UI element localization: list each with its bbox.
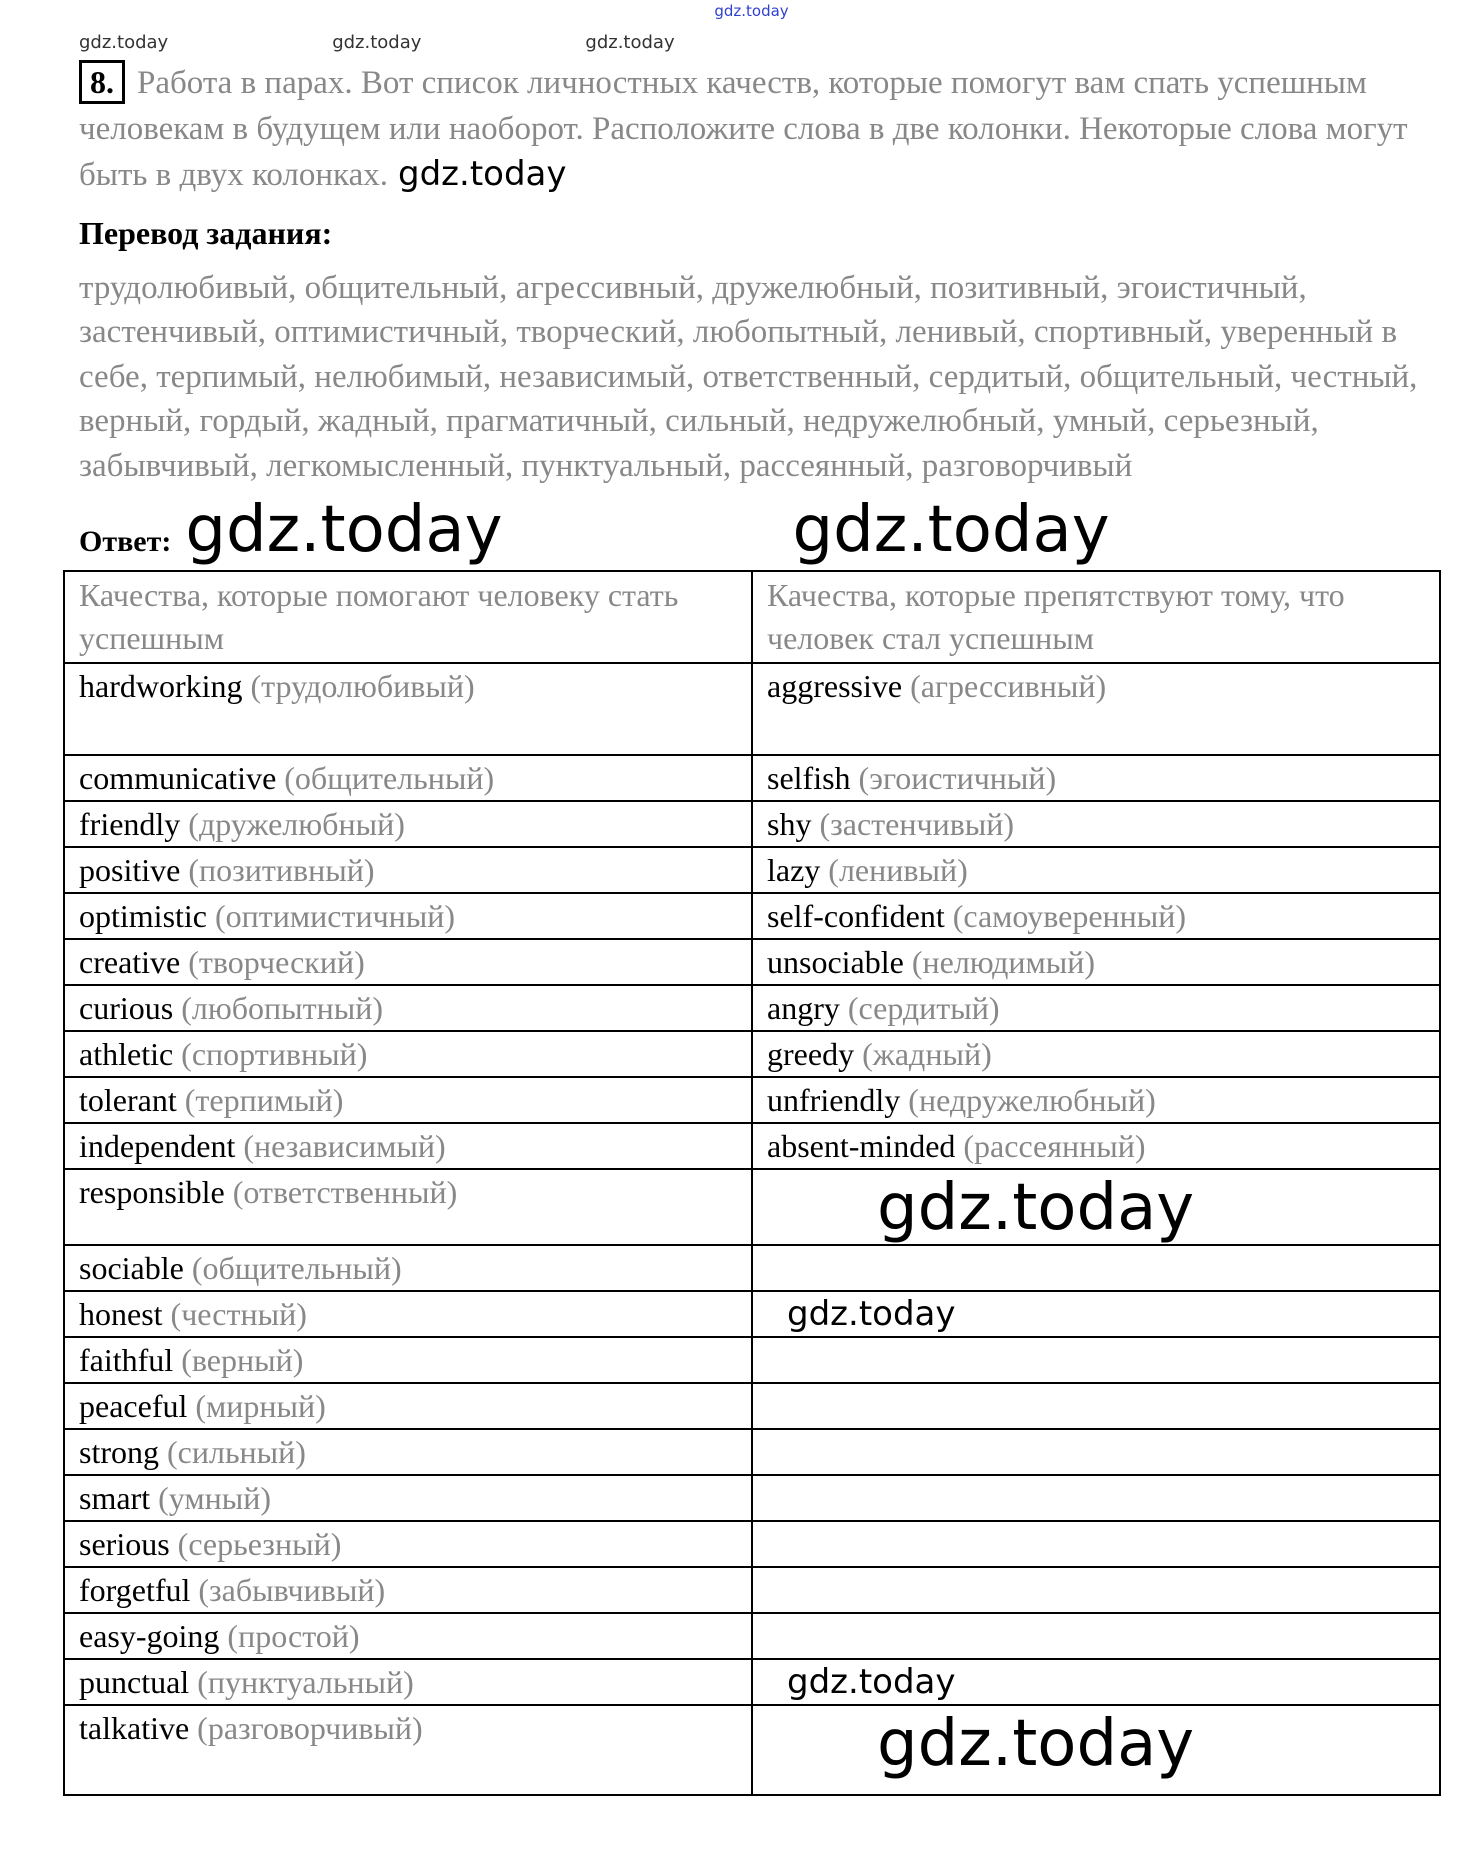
- task-block: [79, 60, 1440, 199]
- english-word: curious: [79, 990, 174, 1027]
- negative-quality-cell: [752, 939, 1440, 985]
- russian-translation: (оптимистичный): [215, 898, 456, 935]
- russian-translation: (серьезный): [177, 1526, 342, 1563]
- table-row: [64, 985, 1440, 1031]
- english-word: communicative: [79, 760, 277, 797]
- english-word: athletic: [79, 1036, 174, 1073]
- russian-translation: (верный): [181, 1342, 304, 1379]
- positive-quality-cell: [64, 1337, 752, 1383]
- positive-quality-cell: [64, 1383, 752, 1429]
- positive-quality-cell: [64, 801, 752, 847]
- table-row: [64, 1521, 1440, 1567]
- russian-translation: (общительный): [191, 1250, 402, 1287]
- russian-translation: (эгоистичный): [858, 760, 1057, 797]
- english-word: unsociable: [767, 944, 904, 981]
- table-row: [64, 1291, 1440, 1337]
- english-word: friendly: [79, 806, 181, 843]
- negative-quality-cell: [752, 1659, 1440, 1705]
- watermark: gdz.today: [792, 493, 1110, 568]
- russian-translation: (недружелюбный): [908, 1082, 1156, 1119]
- english-word: optimistic: [79, 898, 207, 935]
- watermark: gdz.today: [79, 32, 169, 53]
- english-word: honest: [79, 1296, 163, 1333]
- russian-translation: (пунктуальный): [197, 1664, 414, 1701]
- english-word: responsible: [79, 1174, 225, 1211]
- positive-quality-cell: [64, 1245, 752, 1291]
- english-word: greedy: [767, 1036, 855, 1073]
- english-word: absent-minded: [767, 1128, 956, 1165]
- english-word: positive: [79, 852, 181, 889]
- positive-quality-cell: [64, 1031, 752, 1077]
- watermark: gdz.today: [714, 2, 789, 20]
- positive-quality-cell: [64, 1291, 752, 1337]
- table-row: [64, 1567, 1440, 1613]
- russian-translation: (дружелюбный): [188, 806, 405, 843]
- top-watermark-row: [63, 0, 1440, 24]
- russian-translation: (терпимый): [184, 1082, 344, 1119]
- positive-quality-cell: [64, 1169, 752, 1245]
- table-row: [64, 1245, 1440, 1291]
- watermark: gdz.today: [185, 493, 503, 568]
- negative-quality-cell: [752, 1567, 1440, 1613]
- positive-quality-cell: [64, 1659, 752, 1705]
- russian-translation: (сильный): [167, 1434, 306, 1471]
- russian-translation: (любопытный): [181, 990, 384, 1027]
- watermark: gdz.today: [398, 154, 567, 194]
- negative-quality-cell: [752, 1613, 1440, 1659]
- positive-quality-cell: [64, 1521, 752, 1567]
- negative-quality-cell: [752, 1383, 1440, 1429]
- translation-heading: Перевод задания:: [79, 214, 333, 251]
- translation-text: трудолюбивый, общительный, агрессивный, дружелюбный, позитивный, эгоистичный, застенчивый, оптимистичный, творческий, любопытный, ленивый, спортивный, уверенный в себе, терпимый, нелюбимый, независимый, ответственный, сердитый, общительный, честный, верный, гордый, жадный, прагматичный, сильный, недружелюбный, умный, серьезный, забывчивый, легкомысленный, пунктуальный, рассеянный, разговорчивый: [79, 269, 1418, 484]
- russian-translation: (общительный): [284, 760, 495, 797]
- table-row: [64, 1429, 1440, 1475]
- positive-quality-cell: [64, 1475, 752, 1521]
- russian-translation: (застенчивый): [819, 806, 1015, 843]
- negative-quality-cell: [752, 1031, 1440, 1077]
- english-word: peaceful: [79, 1388, 188, 1425]
- small-watermark-row: [63, 32, 1440, 56]
- table-row: [64, 1705, 1440, 1795]
- english-word: hardworking: [79, 668, 243, 705]
- watermark: gdz.today: [332, 32, 422, 53]
- english-word: forgetful: [79, 1572, 191, 1609]
- table-row: [64, 1031, 1440, 1077]
- russian-translation: (независимый): [243, 1128, 446, 1165]
- russian-translation: (творческий): [188, 944, 365, 981]
- positive-quality-cell: [64, 893, 752, 939]
- russian-translation: (простой): [227, 1618, 360, 1655]
- positive-quality-cell: [64, 1123, 752, 1169]
- russian-translation: (мирный): [195, 1388, 326, 1425]
- negative-quality-cell: [752, 847, 1440, 893]
- english-word: angry: [767, 990, 840, 1027]
- negative-quality-cell: [752, 1291, 1440, 1337]
- english-word: independent: [79, 1128, 236, 1165]
- english-word: aggressive: [767, 668, 903, 705]
- russian-translation: (забывчивый): [198, 1572, 386, 1609]
- negative-quality-cell: [752, 663, 1440, 755]
- english-word: lazy: [767, 852, 821, 889]
- negative-quality-cell: [752, 1475, 1440, 1521]
- column-header-negative: Качества, которые препятствуют тому, что человек стал успешным: [752, 571, 1440, 663]
- russian-translation: (трудолюбивый): [250, 668, 475, 705]
- table-row: [64, 663, 1440, 755]
- russian-translation: (разговорчивый): [197, 1710, 423, 1747]
- column-header-positive: Качества, которые помогают человеку стать успешным: [64, 571, 752, 663]
- positive-quality-cell: [64, 939, 752, 985]
- russian-translation: (самоуверенный): [952, 898, 1187, 935]
- task-number: 8.: [79, 60, 125, 104]
- table-row: [64, 1337, 1440, 1383]
- watermark: gdz.today: [877, 1707, 1195, 1782]
- negative-quality-cell: [752, 1077, 1440, 1123]
- russian-translation: (нелюдимый): [911, 944, 1096, 981]
- english-word: unfriendly: [767, 1082, 901, 1119]
- english-word: faithful: [79, 1342, 174, 1379]
- positive-quality-cell: [64, 1613, 752, 1659]
- english-word: self-confident: [767, 898, 945, 935]
- negative-quality-cell: [752, 801, 1440, 847]
- table-row: [64, 1613, 1440, 1659]
- watermark: gdz.today: [585, 32, 675, 53]
- table-row: [64, 1169, 1440, 1245]
- watermark: gdz.today: [877, 1171, 1195, 1246]
- english-word: sociable: [79, 1250, 184, 1287]
- negative-quality-cell: [752, 1705, 1440, 1795]
- russian-translation: (честный): [170, 1296, 307, 1333]
- russian-translation: (агрессивный): [910, 668, 1107, 705]
- russian-translation: (жадный): [862, 1036, 992, 1073]
- table-row: [64, 1077, 1440, 1123]
- answer-table: [63, 570, 1441, 1796]
- russian-translation: (ленивый): [828, 852, 968, 889]
- negative-quality-cell: [752, 1245, 1440, 1291]
- english-word: talkative: [79, 1710, 190, 1747]
- english-word: strong: [79, 1434, 159, 1471]
- negative-quality-cell: [752, 1169, 1440, 1245]
- table-row: [64, 801, 1440, 847]
- answer-row: [79, 494, 1440, 566]
- negative-quality-cell: [752, 1123, 1440, 1169]
- table-header-row: [64, 571, 1440, 663]
- positive-quality-cell: [64, 1705, 752, 1795]
- russian-translation: (ответственный): [232, 1174, 458, 1211]
- watermark: gdz.today: [787, 1662, 956, 1703]
- table-row: [64, 755, 1440, 801]
- english-word: selfish: [767, 760, 851, 797]
- table-row: [64, 1123, 1440, 1169]
- negative-quality-cell: [752, 755, 1440, 801]
- english-word: serious: [79, 1526, 170, 1563]
- english-word: tolerant: [79, 1082, 177, 1119]
- russian-translation: (умный): [158, 1480, 271, 1517]
- russian-translation: (рассеянный): [963, 1128, 1146, 1165]
- table-row: [64, 893, 1440, 939]
- negative-quality-cell: [752, 1337, 1440, 1383]
- positive-quality-cell: [64, 1567, 752, 1613]
- positive-quality-cell: [64, 1077, 752, 1123]
- negative-quality-cell: [752, 893, 1440, 939]
- english-word: creative: [79, 944, 181, 981]
- russian-translation: (позитивный): [188, 852, 375, 889]
- english-word: punctual: [79, 1664, 190, 1701]
- russian-translation: (сердитый): [847, 990, 1000, 1027]
- table-row: [64, 1475, 1440, 1521]
- watermark: gdz.today: [787, 1294, 956, 1335]
- answer-label: Ответ:: [79, 525, 172, 559]
- positive-quality-cell: [64, 755, 752, 801]
- positive-quality-cell: [64, 985, 752, 1031]
- negative-quality-cell: [752, 985, 1440, 1031]
- negative-quality-cell: [752, 1521, 1440, 1567]
- table-row: [64, 939, 1440, 985]
- positive-quality-cell: [64, 1429, 752, 1475]
- table-row: [64, 847, 1440, 893]
- english-word: shy: [767, 806, 812, 843]
- table-row: [64, 1659, 1440, 1705]
- positive-quality-cell: [64, 663, 752, 755]
- russian-translation: (спортивный): [181, 1036, 368, 1073]
- negative-quality-cell: [752, 1429, 1440, 1475]
- english-word: easy-going: [79, 1618, 220, 1655]
- positive-quality-cell: [64, 847, 752, 893]
- task-text: Работа в парах. Вот список личностных качеств, которые помогут вам спать успешным человекам в будущем или наоборот. Расположите слова в две колонки. Некоторые слова могут быть в двух колонках.: [79, 65, 1408, 193]
- table-row: [64, 1383, 1440, 1429]
- english-word: smart: [79, 1480, 151, 1517]
